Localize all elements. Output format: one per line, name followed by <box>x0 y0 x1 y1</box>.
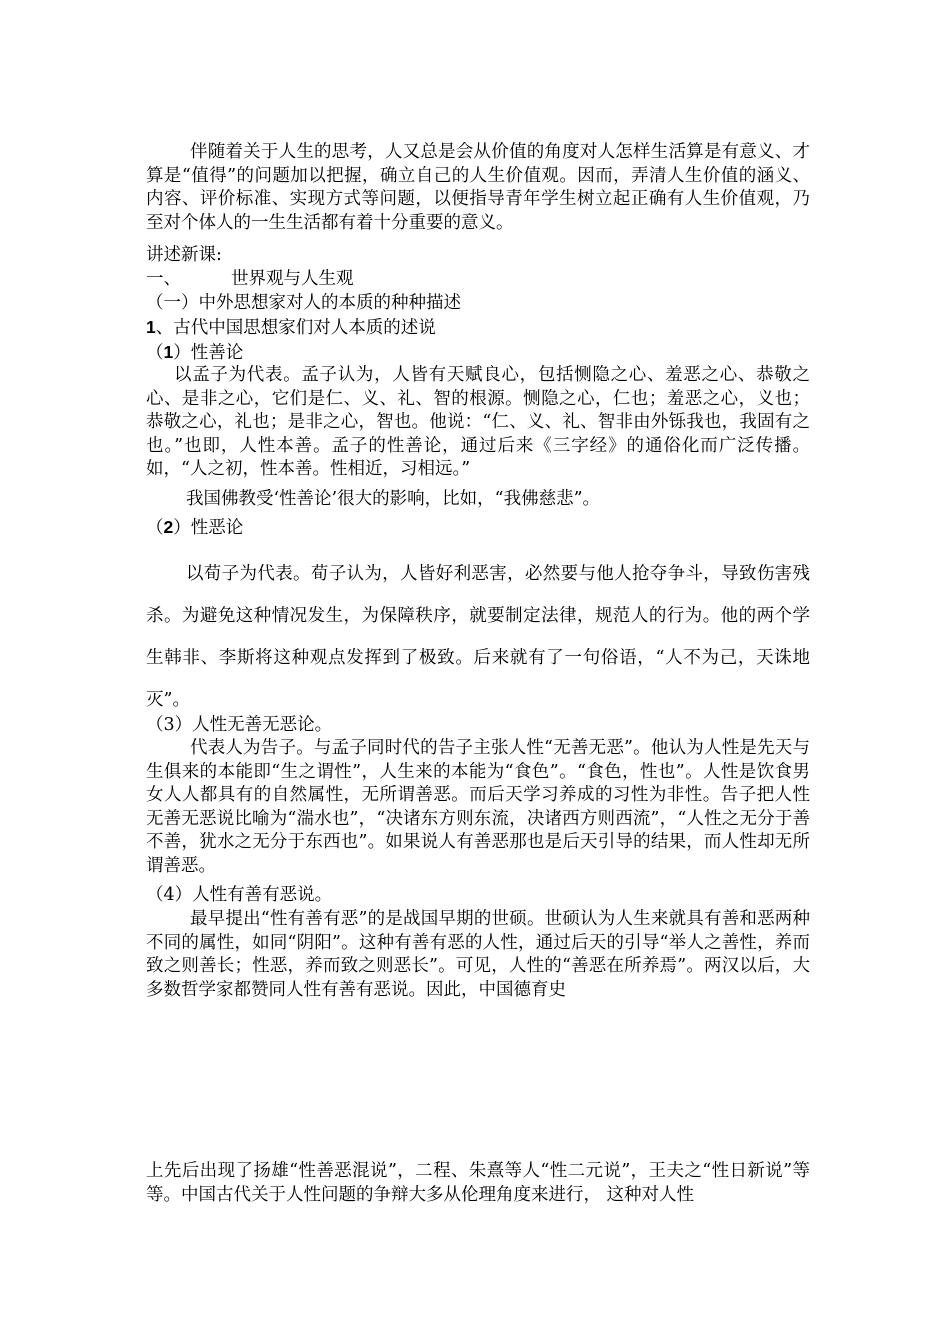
theory1-heading: （1）性善论 <box>146 342 244 363</box>
theory2-title: ）性恶论 <box>173 518 244 538</box>
theory1-title: ）性善论 <box>173 343 244 363</box>
section-title: 世界观与人生观 <box>231 269 354 289</box>
theory3-heading: （3）人性无善无恶论。 <box>146 715 333 735</box>
theory1-buddhism: 我国佛教受‘性善论’很大的影响，比如，“我佛慈悲”。 <box>186 489 601 509</box>
theory3-body: 代表人为告子。与孟子同时代的告子主张人性“无善无恶”。他认为人性是先天与生俱来的本能即“生之谓性”，人生来的本能为“食色”。“食色，性也”。人性是饮食男女人人都具有的自然属性，无所谓善恶。而后天学习养成的习性为非性。告子把人性无善无恶说比喻为“湍水也”，“决诸东方则东流，决诸西方则西流”，“人性之无分于善不善，犹水之无分于东西也”。如果说人有善恶那也是后天引导的结果，而人性却无所谓善恶。 <box>146 738 810 876</box>
theory2-number: 2 <box>163 517 174 537</box>
theory4-heading: （4）人性有善有恶说。 <box>146 885 333 905</box>
theory1-number: 1 <box>163 342 174 362</box>
theory4-body: 最早提出“性有善有恶”的是战国早期的世硕。世硕认为人生来就具有善和恶两种不同的属性，如同“阴阳”。这种有善有恶的人性，通过后天的引导“举人之善性，养而致之则善长；性恶，养而致之则恶长”。可见，人性的“善恶在所养焉”。两汉以后，大多数哲学家都赞同人性有善有恶说。因此，中国德育史 <box>146 909 810 1000</box>
intro-paragraph: 伴随着关于人生的思考，人又总是会从价值的角度对人怎样生活算是有意义、才算是“值得”的问题加以把握，确立自己的人生价值观。因而，弄清人生价值的涵义、内容、评价标准、实现方式等问题，以便指导青年学生树立起正确有人生价值观，乃至对个体人的一生生活都有着十分重要的意义。 <box>146 142 810 233</box>
point-heading <box>146 316 436 339</box>
lecture-label: 讲述新课: <box>146 245 222 265</box>
theory2-heading: （2）性恶论 <box>146 517 244 538</box>
point-number: 1 <box>146 317 156 337</box>
theory1-body: 以孟子为代表。孟子认为，人皆有天赋良心，包括恻隐之心、羞恶之心、恭敬之心、是非之心，它们是仁、义、礼、智的根源。恻隐之心，仁也；羞恶之心，义也；恭敬之心，礼也；是非之心，智也。他说：“仁、义、礼、智非由外铄我也，我固有之也。”也即，人性本善。孟子的性善论，通过后来《三字经》的通俗化而广泛传播。如，“人之初，性本善。性相近，习相远。” <box>146 365 810 479</box>
section-heading-1 <box>146 268 354 290</box>
subsection-heading: （一）中外思想家对人的本质的种种描述 <box>146 293 461 313</box>
point-text: 、古代中国思想家们对人本质的述说 <box>155 318 436 338</box>
continuation-paragraph: 上先后出现了扬雄“性善恶混说”，二程、朱熹等人“性二元说”，王夫之“性日新说”等等。中国古代关于人性问题的争辩大多从伦理角度来进行， 这种对人性 <box>146 1161 810 1205</box>
section-number: 一、 <box>146 269 181 289</box>
theory2-body: 以荀子为代表。荀子认为，人皆好利恶害，必然要与他人抢夺争斗，导致伤害残杀。为避免这种情况发生，为保障秩序，就要制定法律，规范人的行为。他的两个学生韩非、李斯将这种观点发挥到了极致。后来就有了一句俗语，“人不为己，天诛地灭”。 <box>146 564 810 710</box>
